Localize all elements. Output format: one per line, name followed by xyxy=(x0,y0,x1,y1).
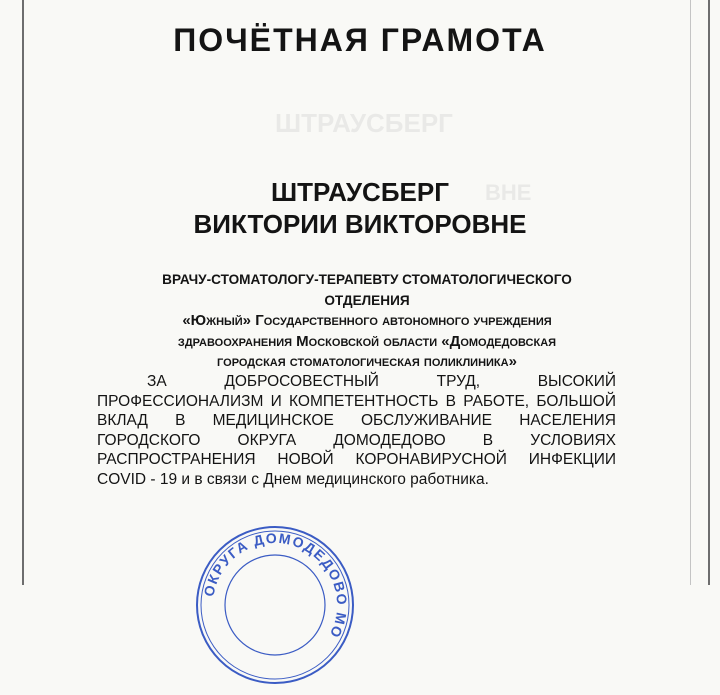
official-stamp xyxy=(190,520,360,690)
right-border-line xyxy=(708,0,710,585)
position-line: «Южный» Государственного автономного учреждения xyxy=(182,312,552,329)
position-line: здравоохранения Московской области «Домодедовская xyxy=(177,332,557,350)
show-through-mark: ВНЕ xyxy=(485,180,532,205)
inner-right-border-line xyxy=(690,0,691,585)
stamp-outer-ring xyxy=(197,527,353,683)
position-line: ВРАЧУ-СТОМАТОЛОГУ-ТЕРАПЕВТУ СТОМАТОЛОГИЧЕСКОГО ОТДЕЛЕНИЯ xyxy=(162,272,572,308)
show-through-mark: ШТРАУСБЕРГ xyxy=(275,108,453,138)
recipient-given-names: ВИКТОРИИ ВИКТОРОВНЕ xyxy=(193,209,527,239)
award-reason-text: ЗА ДОБРОСОВЕСТНЫЙ ТРУД, ВЫСОКИЙ ПРОФЕССИОНАЛИЗМ И КОМПЕТЕНТНОСТЬ В РАБОТЕ, БОЛЬШОЙ ВКЛАД В МЕДИЦИНСКОЕ ОБСЛУЖИВАНИЕ НАСЕЛЕНИЯ ГОРОДСКОГО ОКРУГА ДОМОДЕДОВО В УСЛОВИЯХ РАСПРОСТРАНЕНИЯ НОВОЙ КОРОНАВИРУСНОЙ ИНФЕКЦИИ COVID - 19 и в связи с Днем медицинского работника. xyxy=(97,373,616,488)
position-line: городская стоматологическая поликлиника» xyxy=(217,353,517,370)
stamp-ring-textpath: ОКРУГА ДОМОДЕДОВО МО xyxy=(200,529,351,642)
left-border-line xyxy=(22,0,24,585)
stamp-center-ring xyxy=(225,555,325,655)
recipient-position xyxy=(118,270,616,373)
award-reason xyxy=(97,372,616,489)
recipient-surname: ШТРАУСБЕРГ xyxy=(271,177,449,207)
stamp-graphic xyxy=(190,520,360,690)
certificate-title: ПОЧЁТНАЯ ГРАМОТА xyxy=(173,22,547,58)
recipient-name xyxy=(0,176,720,240)
